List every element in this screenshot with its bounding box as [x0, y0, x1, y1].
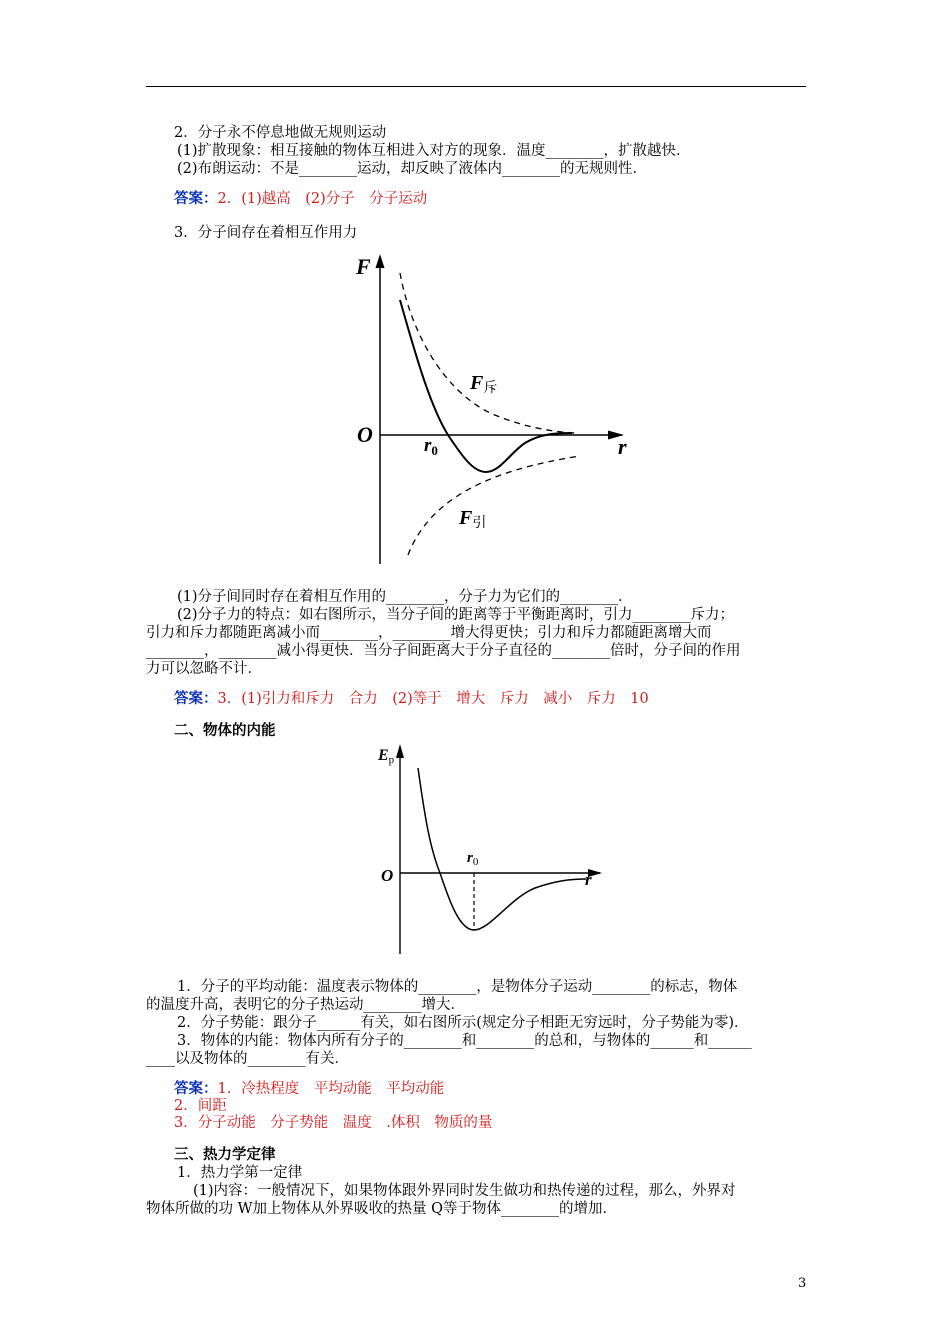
thermo-line-2: (1)内容：一般情况下，如果物体跟外界同时发生做功和热传递的过程，那么，外界对 — [193, 1183, 736, 1199]
ep-sub: p — [388, 754, 395, 766]
f-attractive-main: F — [459, 507, 473, 529]
internal-energy-line-5: ____以及物体的________有关． — [146, 1051, 349, 1067]
f-axis-label: F — [356, 254, 371, 279]
force-graph — [340, 248, 640, 570]
force-line-3: 引力和斥力都随距离减小而________，________增大得更快；引力和斥力都随距离增大而 — [146, 625, 712, 641]
item-2-diffusion: (1)扩散现象：相互接触的物体互相进入对方的现象．温度________，扩散越快． — [177, 143, 691, 159]
potential-energy-graph — [350, 738, 610, 960]
f-repulsive-label — [469, 372, 497, 396]
f-repulsive-sub: 斥 — [483, 381, 498, 396]
answer-text-3: 3．分子动能 分子势能 温度 .体积 物质的量 — [174, 1115, 493, 1131]
answer-label: 答案： — [174, 1081, 218, 1097]
thermo-line-3: 物体所做的功 W加上物体从外界吸收的热量 Q等于物体________的增加． — [146, 1201, 618, 1217]
item-3-title: 3．分子间存在着相互作用力 — [174, 225, 358, 241]
force-line-5: 力可以忽略不计． — [146, 661, 262, 677]
r-axis-label: r — [618, 434, 627, 459]
ep-curve — [418, 768, 586, 930]
ep-main: E — [378, 747, 389, 764]
origin-label: O — [381, 866, 394, 885]
section-3-heading: 三、热力学定律 — [174, 1147, 276, 1163]
item-2-title: 2．分子永不停息地做无规则运动 — [174, 125, 387, 141]
origin-label: O — [357, 422, 373, 447]
answer-text-1: 1．冷热程度 平均动能 平均动能 — [217, 1081, 445, 1097]
internal-energy-line-1: 1．分子的平均动能：温度表示物体的________，是物体分子运动________的标志，物体 — [177, 979, 738, 995]
page-number: 3 — [798, 1276, 807, 1291]
f-attractive-sub: 引 — [472, 516, 487, 531]
answer-text: 2．(1)越高 (2)分子 分子运动 — [217, 191, 428, 207]
r0-label — [424, 435, 438, 458]
r0-main: r — [424, 435, 432, 456]
f-attractive-label — [458, 507, 486, 531]
force-line-2: (2)分子力的特点：如右图所示，当分子间的距离等于平衡距离时，引力________斥力； — [177, 607, 735, 623]
internal-energy-line-2: 的温度升高，表明它的分子热运动________增大． — [146, 997, 465, 1013]
r0-sub: 0 — [431, 443, 438, 458]
r0-main: r — [467, 850, 473, 866]
r-axis-label: r — [585, 870, 592, 889]
r0-label — [467, 850, 479, 868]
repulsive-force-curve — [400, 273, 575, 433]
item-2-brownian: (2)布朗运动：不是________运动，却反映了液体内________的无规则性． — [177, 161, 648, 177]
answer-text: 3．(1)引力和斥力 合力 (2)等于 增大 斥力 减小 斥力 10 — [217, 691, 649, 707]
thermo-line-1: 1．热力学第一定律 — [177, 1165, 303, 1181]
force-line-4: ________，________减小得更快．当分子间距离大于分子直径的________倍时，分子间的作用 — [146, 643, 741, 659]
r0-sub: 0 — [472, 856, 479, 868]
f-repulsive-main: F — [470, 372, 484, 394]
answer-3 — [174, 690, 649, 708]
f-axis-arrow — [376, 254, 385, 268]
header-rule — [146, 86, 806, 87]
force-line-1: (1)分子间同时存在着相互作用的________，分子力为它们的________． — [177, 589, 633, 605]
ep-axis-arrow — [396, 744, 404, 758]
internal-energy-line-4: 3．物体的内能：物体内所有分子的________和________的总和，与物体的______和______ — [177, 1033, 752, 1049]
answer-label: 答案： — [174, 191, 218, 207]
answer-section-2 — [174, 1080, 444, 1098]
answer-text-2: 2．间距 — [174, 1098, 227, 1114]
internal-energy-line-3: 2．分子势能：跟分子______有关，如右图所示(规定分子相距无穷远时，分子势能为零)． — [177, 1015, 749, 1031]
section-2-heading: 二、物体的内能 — [174, 723, 276, 739]
answer-label: 答案： — [174, 691, 218, 707]
answer-2 — [174, 190, 427, 208]
ep-axis-label — [377, 747, 395, 766]
